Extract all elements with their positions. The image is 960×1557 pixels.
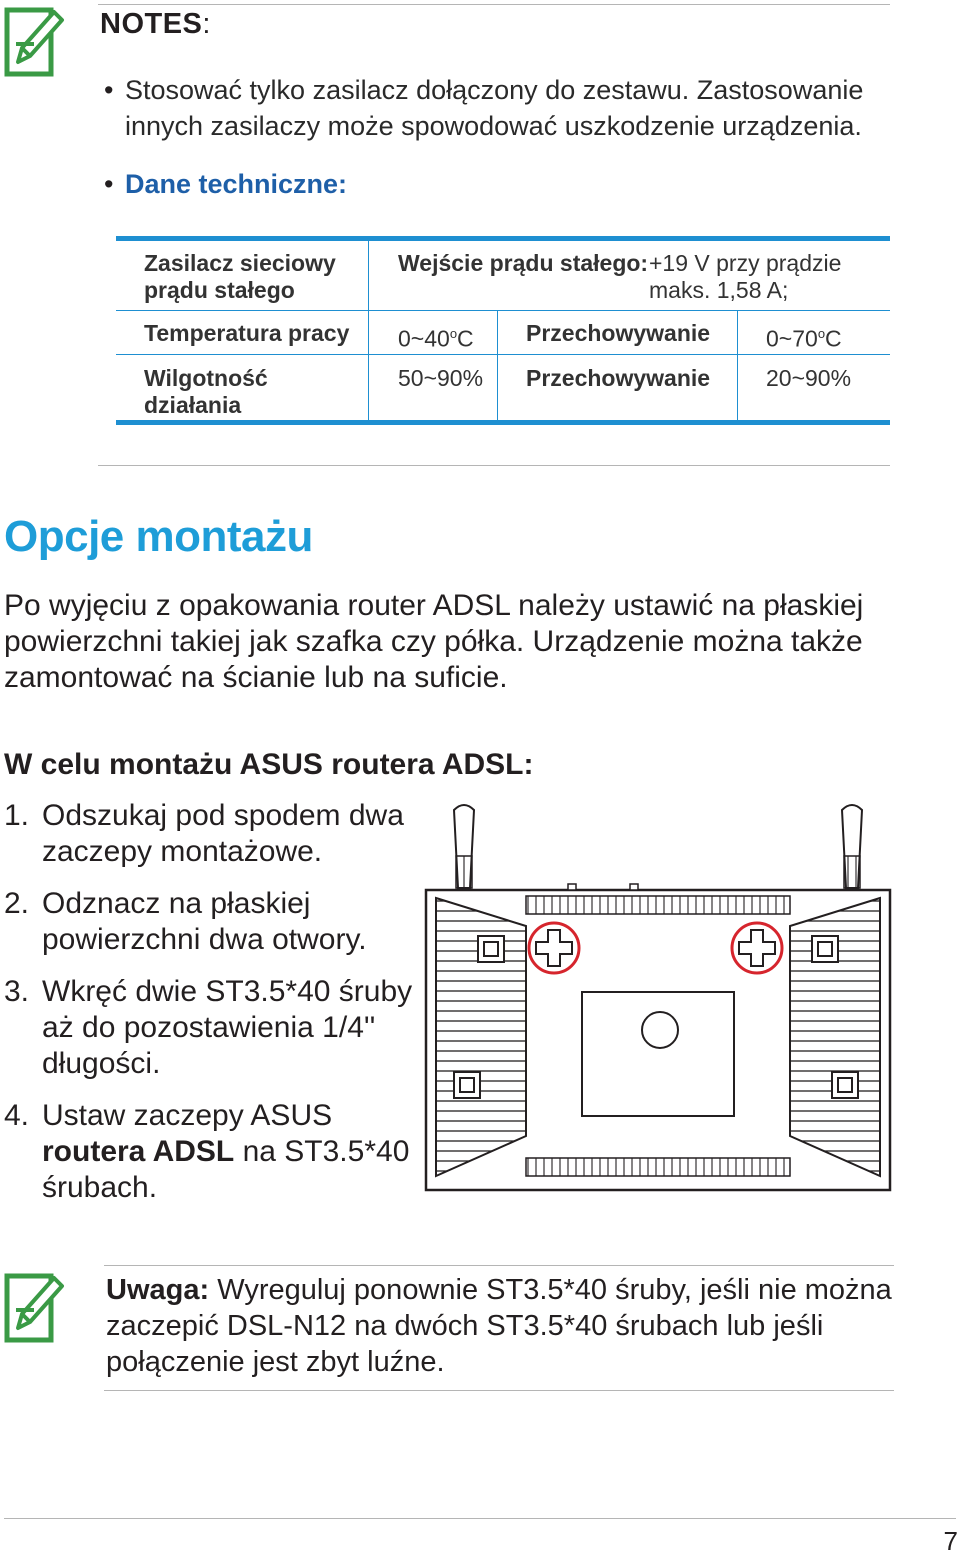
section-paragraph: Po wyjęciu z opakowania router ADSL należy ustawić na płaskiej powierzchni takiej jak szafka czy półka. Urządzenie można także zamontować na ścianie lub na suficie. bbox=[4, 589, 864, 694]
footer-rule bbox=[4, 1518, 956, 1519]
right-mounting-hole-icon bbox=[732, 923, 782, 973]
note-pencil-icon bbox=[4, 1270, 66, 1344]
uwaga-bottom-rule bbox=[104, 1390, 894, 1391]
section-subheading: W celu montażu ASUS routera ADSL: bbox=[4, 748, 534, 781]
spec-label-humidity: Wilgotność działania bbox=[144, 365, 268, 418]
spec-value-storage-temp: 0~70$^o$C bbox=[766, 325, 842, 352]
spec-value-dc-input: +19 V przy prądzie maks. 1,58 A; bbox=[649, 250, 842, 303]
left-antenna-icon bbox=[454, 805, 474, 888]
note-specs-heading: Dane techniczne: bbox=[125, 169, 348, 199]
spec-value-storage-humidity: 20~90% bbox=[766, 365, 852, 391]
table-row-divider bbox=[116, 310, 890, 311]
spec-value-operating-temp: 0~40$^o$C bbox=[398, 325, 474, 352]
table-col-divider bbox=[497, 310, 498, 420]
table-top-border bbox=[116, 236, 890, 241]
uwaga-note: Uwaga: Wyreguluj ponownie ST3.5*40 śruby, jeśli nie można zaczepić DSL-N12 na dwóch ST3.5*40 śrubach lub jeśli połączenie jest zbyt luźne. bbox=[106, 1274, 892, 1378]
page-number: 7 bbox=[943, 1526, 958, 1556]
table-col-divider bbox=[368, 241, 369, 420]
right-antenna-icon bbox=[842, 805, 862, 888]
notes-heading: NOTES: bbox=[100, 8, 211, 40]
router-underside-illustration bbox=[420, 796, 896, 1196]
notes-top-rule bbox=[98, 4, 890, 5]
notes-bottom-rule bbox=[98, 465, 890, 466]
note-pencil-icon bbox=[4, 4, 66, 78]
section-title: Opcje montażu bbox=[4, 512, 313, 561]
spec-key-storage-temp: Przechowywanie bbox=[526, 320, 711, 346]
table-col-divider bbox=[737, 310, 738, 420]
bullet-dot: • bbox=[104, 169, 114, 199]
spec-key-storage-humidity: Przechowywanie bbox=[526, 365, 711, 391]
table-row-divider bbox=[116, 354, 890, 355]
bullet-dot: • bbox=[104, 75, 114, 105]
note-power-adapter: Stosować tylko zasilacz dołączony do zestawu. Zastosowanie innych zasilaczy może spowodować uszkodzenie urządzenia. bbox=[125, 75, 864, 141]
spec-value-operating-humidity: 50~90% bbox=[398, 365, 484, 391]
uwaga-top-rule bbox=[104, 1265, 894, 1266]
spec-key-dc-input: Wejście prądu stałego: bbox=[398, 250, 649, 276]
spec-label-power: Zasilacz sieciowy prądu stałego bbox=[144, 250, 336, 303]
spec-label-temperature: Temperatura pracy bbox=[144, 320, 350, 346]
left-mounting-hole-icon bbox=[529, 923, 579, 973]
table-bottom-border bbox=[116, 420, 890, 425]
